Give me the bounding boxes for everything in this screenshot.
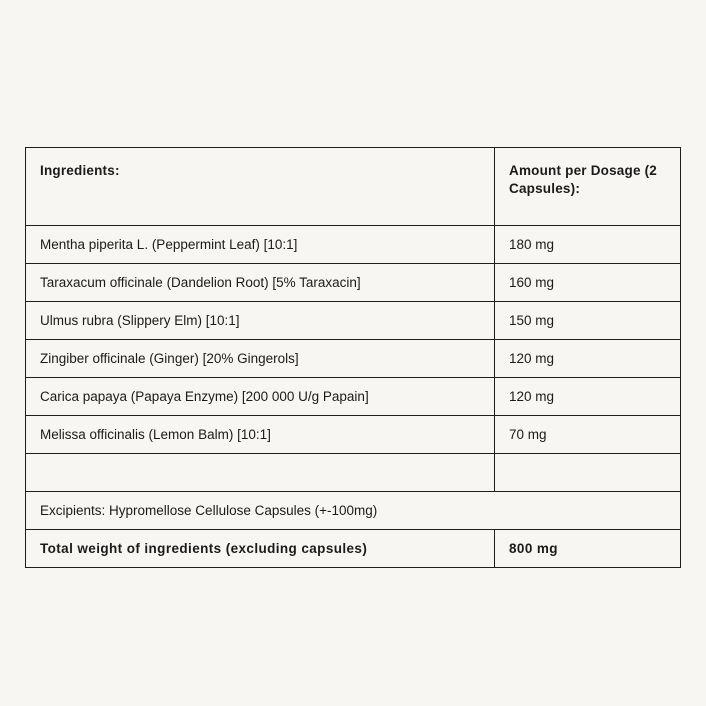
table-row xyxy=(26,340,681,378)
ingredient-amount: 180 mg xyxy=(495,226,681,264)
table-row xyxy=(26,264,681,302)
ingredients-header: Ingredients: xyxy=(26,148,495,226)
blank-cell xyxy=(26,454,495,492)
ingredient-name: Ulmus rubra (Slippery Elm) [10:1] xyxy=(26,302,495,340)
ingredient-amount: 120 mg xyxy=(495,378,681,416)
ingredient-name: Melissa officinalis (Lemon Balm) [10:1] xyxy=(26,416,495,454)
ingredient-amount: 120 mg xyxy=(495,340,681,378)
ingredient-name: Taraxacum officinale (Dandelion Root) [5% Taraxacin] xyxy=(26,264,495,302)
total-row xyxy=(26,530,681,568)
ingredient-amount: 150 mg xyxy=(495,302,681,340)
excipients-row xyxy=(26,492,681,530)
ingredient-name: Mentha piperita L. (Peppermint Leaf) [10:1] xyxy=(26,226,495,264)
table-row xyxy=(26,416,681,454)
blank-cell xyxy=(495,454,681,492)
ingredient-name: Carica papaya (Papaya Enzyme) [200 000 U/g Papain] xyxy=(26,378,495,416)
amount-header: Amount per Dosage (2 Capsules): xyxy=(495,148,681,226)
table-header-row xyxy=(26,148,681,226)
blank-row xyxy=(26,454,681,492)
ingredient-name: Zingiber officinale (Ginger) [20% Gingerols] xyxy=(26,340,495,378)
table-row xyxy=(26,378,681,416)
excipients-text: Excipients: Hypromellose Cellulose Capsules (+-100mg) xyxy=(26,492,681,530)
ingredient-amount: 160 mg xyxy=(495,264,681,302)
ingredient-amount: 70 mg xyxy=(495,416,681,454)
table-row xyxy=(26,226,681,264)
total-label: Total weight of ingredients (excluding capsules) xyxy=(26,530,495,568)
ingredients-table xyxy=(25,147,681,568)
table-row xyxy=(26,302,681,340)
total-value: 800 mg xyxy=(495,530,681,568)
